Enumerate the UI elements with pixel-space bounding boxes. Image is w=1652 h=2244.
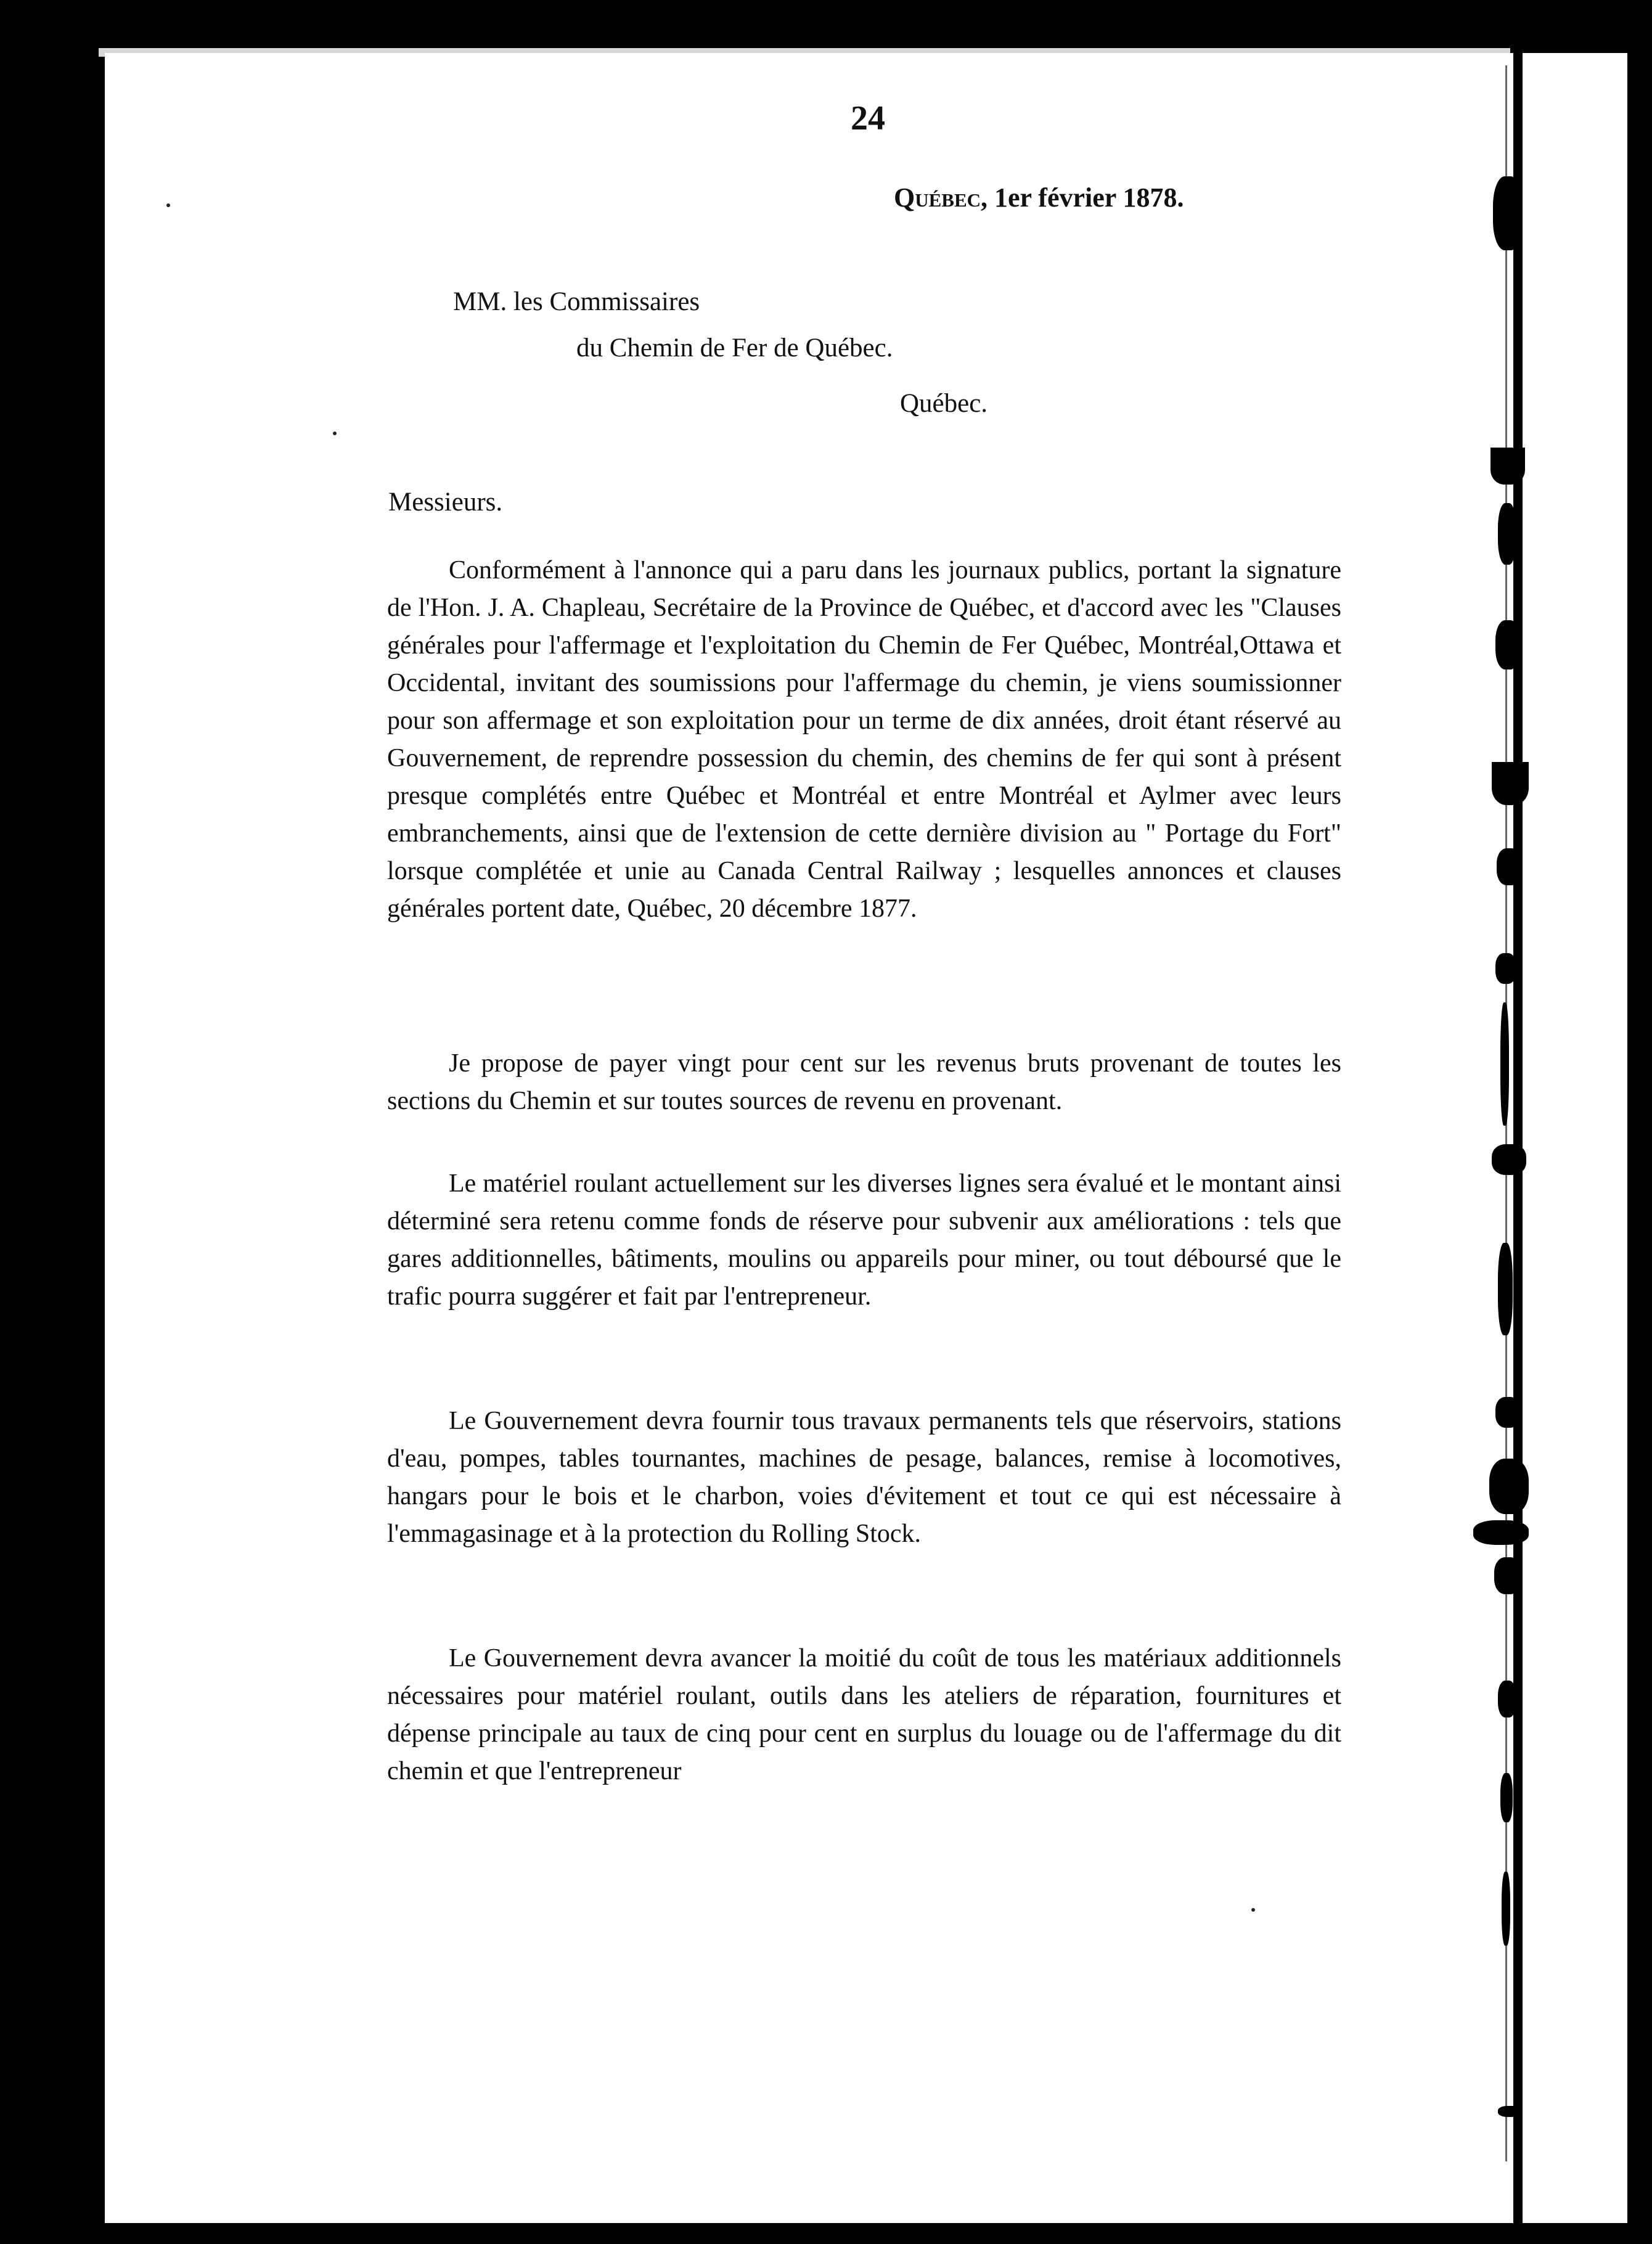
address-line-2: du Chemin de Fer de Québec. [576, 334, 893, 362]
document-page [105, 53, 1513, 2223]
address-line-3: Québec. [900, 389, 988, 418]
paragraph-3: Le matériel roulant actuellement sur les diverses lignes sera évalué et le montant ainsi déterminé sera retenu comme fonds de réserve pour subvenir aux améliorations : tels que gares additionnelles, bâtiments, moulins ou appareils pour miner, ou tout déboursé que le trafic pourra suggérer et fait par l'entrepreneur. [387, 1169, 1341, 1311]
speck [166, 203, 170, 207]
address-line-1: MM. les Commissaires [453, 287, 700, 316]
speck [1251, 1908, 1255, 1912]
dateline-place: Québec [894, 182, 981, 213]
speck [333, 432, 337, 435]
paragraph-2: Je propose de payer vingt pour cent sur les revenus bruts provenant de toutes les sections du Chemin et sur toutes sources de revenu en provenant. [387, 1049, 1341, 1115]
binding-stitches [1473, 53, 1547, 2223]
page-number: 24 [851, 99, 885, 137]
paragraph-4: Le Gouvernement devra fournir tous travaux permanents tels que réservoirs, stations d'eau, pompes, tables tournantes, machines de pesage, balances, remise à locomotives, hangars pour le bois et le charbon, voies d'évitement et tout ce qui est nécessaire à l'emmagasinage et à la protection du Rolling Stock. [387, 1407, 1341, 1548]
dateline [894, 182, 1184, 213]
paragraph-1: Conformément à l'annonce qui a paru dans les journaux publics, portant la signature de l'Hon. J. A. Chapleau, Secrétaire de la Province de Québec, et d'accord avec les "Clauses générales pour l'affermage et l'exploitation du Chemin de Fer Québec, Montréal,Ottawa et Occidental, invitant des soumissions pour l'affermage du chemin, je viens soumissionner pour son affermage et son exploitation pour un terme de dix années, droit étant réservé au Gouvernement, de reprendre possession du chemin, des chemins de fer qui sont à présent presque complétés entre Québec et Montréal et entre Montréal et Aylmer avec leurs embranchements, ainsi que de l'extension de cette dernière division au " Portage du Fort" lorsque complétée et unie au Canada Central Railway ; lesquelles annonces et clauses générales portent date, Québec, 20 décembre 1877. [387, 556, 1341, 923]
salutation: Messieurs. [388, 488, 503, 517]
paragraph-5: Le Gouvernement devra avancer la moitié du coût de tous les matériaux additionnels nécessaires pour matériel roulant, outils dans les ateliers de réparation, fournitures et dépense principale au taux de cinq pour cent en surplus du louage ou de l'affermage du dit chemin et que l'entrepreneur [387, 1644, 1341, 1785]
dateline-date: , 1er février 1878. [981, 182, 1184, 213]
